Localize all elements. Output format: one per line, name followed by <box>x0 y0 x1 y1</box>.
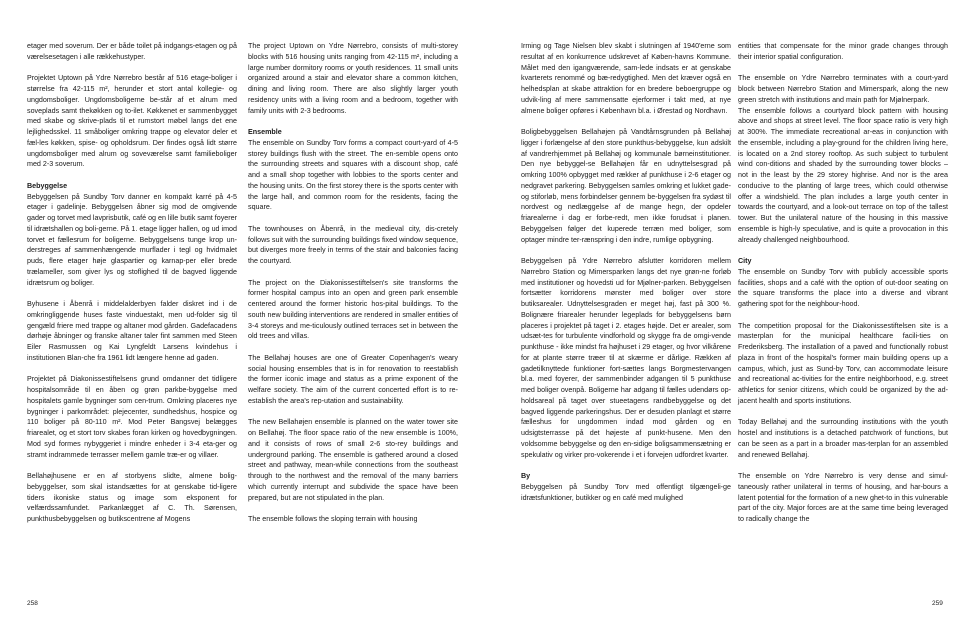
section-heading: Bebyggelse <box>27 181 68 190</box>
paragraph: Projektet Uptown på Ydre Nørrebro består af 516 etage-boliger i størrelse fra 42-115 m², herunder et stort antal kollegie- og ungdomsboliger. Ungdomsboligerne be-står af et alrum med soveplads samt thekøkken og to-ilet. Køkkenet er sammenbygget med skabe og skrive-plads til et rumstort møbel langs det ene lejlighedsskel. 11 småboliger omkring trappe og elevator deler et fæl-les køkken, spise- og opholdsrum. Der findes også lidt større ungdomsboliger med alrum og soveværelse samt familieboliger med 2-3 soverum. <box>27 74 237 169</box>
section-heading: City <box>738 257 752 265</box>
paragraph: etager med soverum. Der er både toilet på indgangs-etagen og på værelsesetagen i alle rækkehustyper. <box>27 42 237 61</box>
paragraph: Irming og Tage Nielsen blev skabt i slutningen af 1940'erne som resultat af en konkurrence udskrevet af Køben-havns Kommune. Målet med den igangværende, sam-lede indsats er at genskabe kvarterets renommé og bæ-redygtighed. Men det kræver også en helhedsplan at skabe attraktion for en bredere beboergruppe og udvik-ling af mere sammensatte ejerformer i takt med, at nye almene boliger opføres i København bl.a. i Ørestad og Nordhavn. <box>521 42 731 115</box>
paragraph: Bebyggelsen på Sundby Torv med offentligt tilgængeli-ge idrætsfunktioner, butikker og en café med mulighed <box>521 482 731 502</box>
paragraph: Projektet på Diakonissestiftelsens grund omdanner det tidligere hospitalsområde til en åben og grøn parkbe-byggelse med hospitalets gamle bygninger som cen-trum. Omkring placeres nye bygninger i parkområdet: plejecenter, sundhedshus, hospice og 110 boliger på 80-110 m². Mod Peter Bangsvej belægges friarealet, og et stort torv skabes foran kirken og hovedbygningen. Mod syd formes nybyggeriet i mindre enheder i 3-4 eta-ger og stramt indrammede terrasser mellem gamle træ-er og villaer. <box>27 375 237 459</box>
paragraph: Boligbebyggelsen Bellahøjen på Vandtårnsgrunden på Bellahøj ligger i forlængelse af den store punkthus-bebyggelse, kun adskilt af vandrerhjemmet på Bellahøj og kommunale børneinstitutioner. Den nye bebyggel-se Bellahøjen får en udnyttelsesgrad på omkring 100% opbygget med rækker af punkthuse i 2-6 etager og nedgravet parkering. Bebyggelsen samles omkring et lukket gade- og stiforløb, mens forbindelser gennem be-byggelsen fra sydøst til nordvest og nedlæggelse af de mange hegn, der opdeler friarealerne i dag er forbe-redt, men ikke forudsat i planen. Bebyggelsen følger det kuperede terræn med boliger, som optager mindre ter-rænspring i den indre, rumlige opbygning. <box>521 128 731 244</box>
paragraph: The Bellahøj houses are one of Greater Copenhagen's weary social housing ensembles that is in for renovation to reestablish the former iconic image and status as a prime exponent of the welfare society. The aim of the current concerted effort is to re-establish the area's rep-utation and sustainability. <box>248 353 458 405</box>
column-english-right <box>738 41 948 525</box>
paragraph: Bebyggelsen på Ydre Nørrebro afslutter korridoren mellem Nørrebro Station og Mimersparken langs det nye grøn-ne forløb med institutioner og hovedsti ud for Mjølner-parken. Bebyggelsen fortsætter korridorens mønster med boliger over store butiksarealer. Udnyttelsesgraden er meget høj, fast på 300 %. Bolignære friarealer herunder legeplads for bebyggelsens børn placeres i projektet på taget i 2. etages højde. Det er arealer, som udsæt-tes for turbulente vindforhold og skygge fra de omgi-vende punkthuse - ikke mindst fra højhuset i 29 etager, og hvor vilkårene for at plante større træer til at skærme er dårlige. Rækken af gadetilknyttede funktioner fort-sættes langs Borgmestervangen bl.a. med foyerer, der sammenbinder adgangen til 5 punkthuse med boliger ovenpå. Boligerne har adgang til fælles udendørs op-holdsareal på taget over stueetagens randbebyggelse og det bagved liggende parkeringshus. Der er desuden planlagt et større fælleshus for ungdommen indad mod gården og en udsigtsterrasse på det højeste af punkt-husene. Men den voldsomme bebyggelse og den en-sidige boligsammensætning er spekulativ og virker pro-vokerende i et i forvejen udfordret kvarter. <box>521 257 731 459</box>
paragraph: The ensemble on Ydre Nørrebro terminates with a court-yard block between Nørrebro Station and Mimerspark, along the new green stretch with institutions and main path for Mjølnerpark. <box>738 74 948 104</box>
right-page <box>480 0 960 637</box>
page-number: 258 <box>27 600 38 607</box>
paragraph: The ensemble follows a courtyard block pattern with housing above and shops at street level. The floor space ratio is very high at 300%. The immediate recreational ar-eas in conjunction with the ensemble, including a play-ground for the children living here, is located on a 2nd storey rooftop. As such subject to turbulent wind con-ditions and shaded by the surrounding tower blocks – not in the least by the 29 storey highrise. And nor is the area conducive to the planting of large trees, which could otherwise offer a windshield. The plan includes a large youth center in towards the courtyard, and a look-out terrace on top of the tallest tower. But the unilateral nature of the housing in this massive ensemble is high-ly speculative, and is quite a provocation in this already challenged neighbourhood. <box>738 106 948 244</box>
paragraph: Today Bellahøj and the surrounding institutions with the youth hostel and institutions is a detached patchwork of functions, but can be seen as a part in a broader mas-terplan for an assembled and renewed Bellahøj. <box>738 418 948 459</box>
page-number: 259 <box>932 600 943 607</box>
column-english-left <box>248 41 458 525</box>
section-heading: Ensemble <box>248 128 282 136</box>
paragraph: entities that compensate for the minor grade changes through their interior spatial configuration. <box>738 42 948 61</box>
paragraph: Bebyggelsen på Sundby Torv danner en kompakt karré på 4-5 etager i gadelinje. Bebyggelsen åbner sig mod de omgivende gader og torvet med lavprisbutik, café og en lille butik samt foyerer til idrætshallen og boli-gerne. På 1. etage ligger hallen, og ud imod torvet et fællesrum for boligerne. Bebyggelsens tunge krop un-derstreges af sammenhængende murflader i tegl og hvidmalet puds, flere etager høje glaspartier og karnap-per eller brede trælameller, som giver lys og stoflighed til de bagved liggende idrætsrum og boliger. <box>27 192 237 287</box>
paragraph: The ensemble on Sundby Torv forms a compact court-yard of 4-5 storey buildings flush with the street. The en-semble opens onto the surrounding streets and squares with a discount shop, café and a small shop together with lobbies to the sports center and the housing units. On the first storey there is the sports center with the large hall, and common room for the residents, facing the square. <box>248 138 458 212</box>
paragraph: The townhouses on Åbenrå, in the medieval city, dis-cretely follows suit with the surrounding buildings fixed window sequence, but diverges more freely in terms of the stair and balconies facing the courtyard. <box>248 224 458 265</box>
column-danish-left <box>27 41 237 525</box>
paragraph: The ensemble on Sundby Torv with publicly accessible sports facilities, shops and a café with the option of out-door seating on the square transforms the place into a diverse and vibrant gathering spot for the neighbour-hood. <box>738 267 948 308</box>
paragraph: The competition proposal for the Diakonissestiftelsen site is a masterplan for the municipal healthcare facili-ties on Frederiksberg. The installation of a paved and functionally robust plaza in front of the hospital's former main building opens up a campus, which, just as Sund-by Torv, can accommodate leisure and recreational ac-tivities for the entire neighborhood, e.g. street athletics for senior citizens, which could be organized by the ad-jacent health and sports institutions. <box>738 321 948 405</box>
paragraph: Bellahøjhusene er en af storbyens slidte, almene bolig-bebyggelser, som skal istandsættes for at genskabe tid-ligere tiders ikoniske status og image som eksponent for velfærdssamfundet. Parkanlægget af C. Th. Sørensen, punkthusbebyggelsen og butikscentrene af Mogens <box>27 472 237 523</box>
section-heading: By <box>521 472 531 480</box>
paragraph: The ensemble follows the sloping terrain with housing <box>248 515 418 523</box>
paragraph: The ensemble on Ydre Nørrebro is very dense and simul-taneously rather unilateral in terms of housing, and har-bours a latent potential for the formation of a new ghet-to in this vulnerable part of the city. Major forces are at the same time being leveraged to radically change the <box>738 472 948 523</box>
paragraph: The new Bellahøjen ensemble is planned on the water tower site on Bellahøj. The floor space ratio of the new ensemble is 100%, and it consists of rows of small 2-6 sto-rey buildings and underground parking. The ensemble is gathered around a closed street and pathway, mean-while connections from the southeast through to the northwest and the removal of the many barriers which currently interrupt and subdivide the space have been prepared, but are not stipulated in the plan. <box>248 418 458 502</box>
paragraph: The project on the Diakonissestiftelsen's site transforms the former hospital campus into an open and green park ensemble centered around the former historic hos-pital buildings. To the south new building interventions are rendered in smaller entities of 3-4 storeys and me-ticulously outlined terraces set in between the old trees and villas. <box>248 278 458 341</box>
paragraph: The project Uptown on Ydre Nørrebro, consists of multi-storey blocks with 516 housing units ranging from 42-115 m², including a large number dormitory rooms or youth residences. 11 small units organized around a stair and elevator share a common kitchen, dining and living room. There are also slightly larger youth residency units with a living room and a bedroom, together with family units with 2-3 bedrooms. <box>248 42 458 115</box>
column-danish-right <box>521 41 731 503</box>
paragraph: Byhusene i Åbenrå i middelalderbyen falder diskret ind i de omkringliggende huses faste vinduestakt, men ud-folder sig til gengæld friere med trappe og altaner mod gården. Gadefacadens dørhøje åbninger og franske altaner taler fint sammen med Steen Eiler Rasmussen og Kai Lyngfeldt Larsens kvindehus i institutionen Blan-che fra 1961 lidt længere henne ad gaden. <box>27 300 237 362</box>
